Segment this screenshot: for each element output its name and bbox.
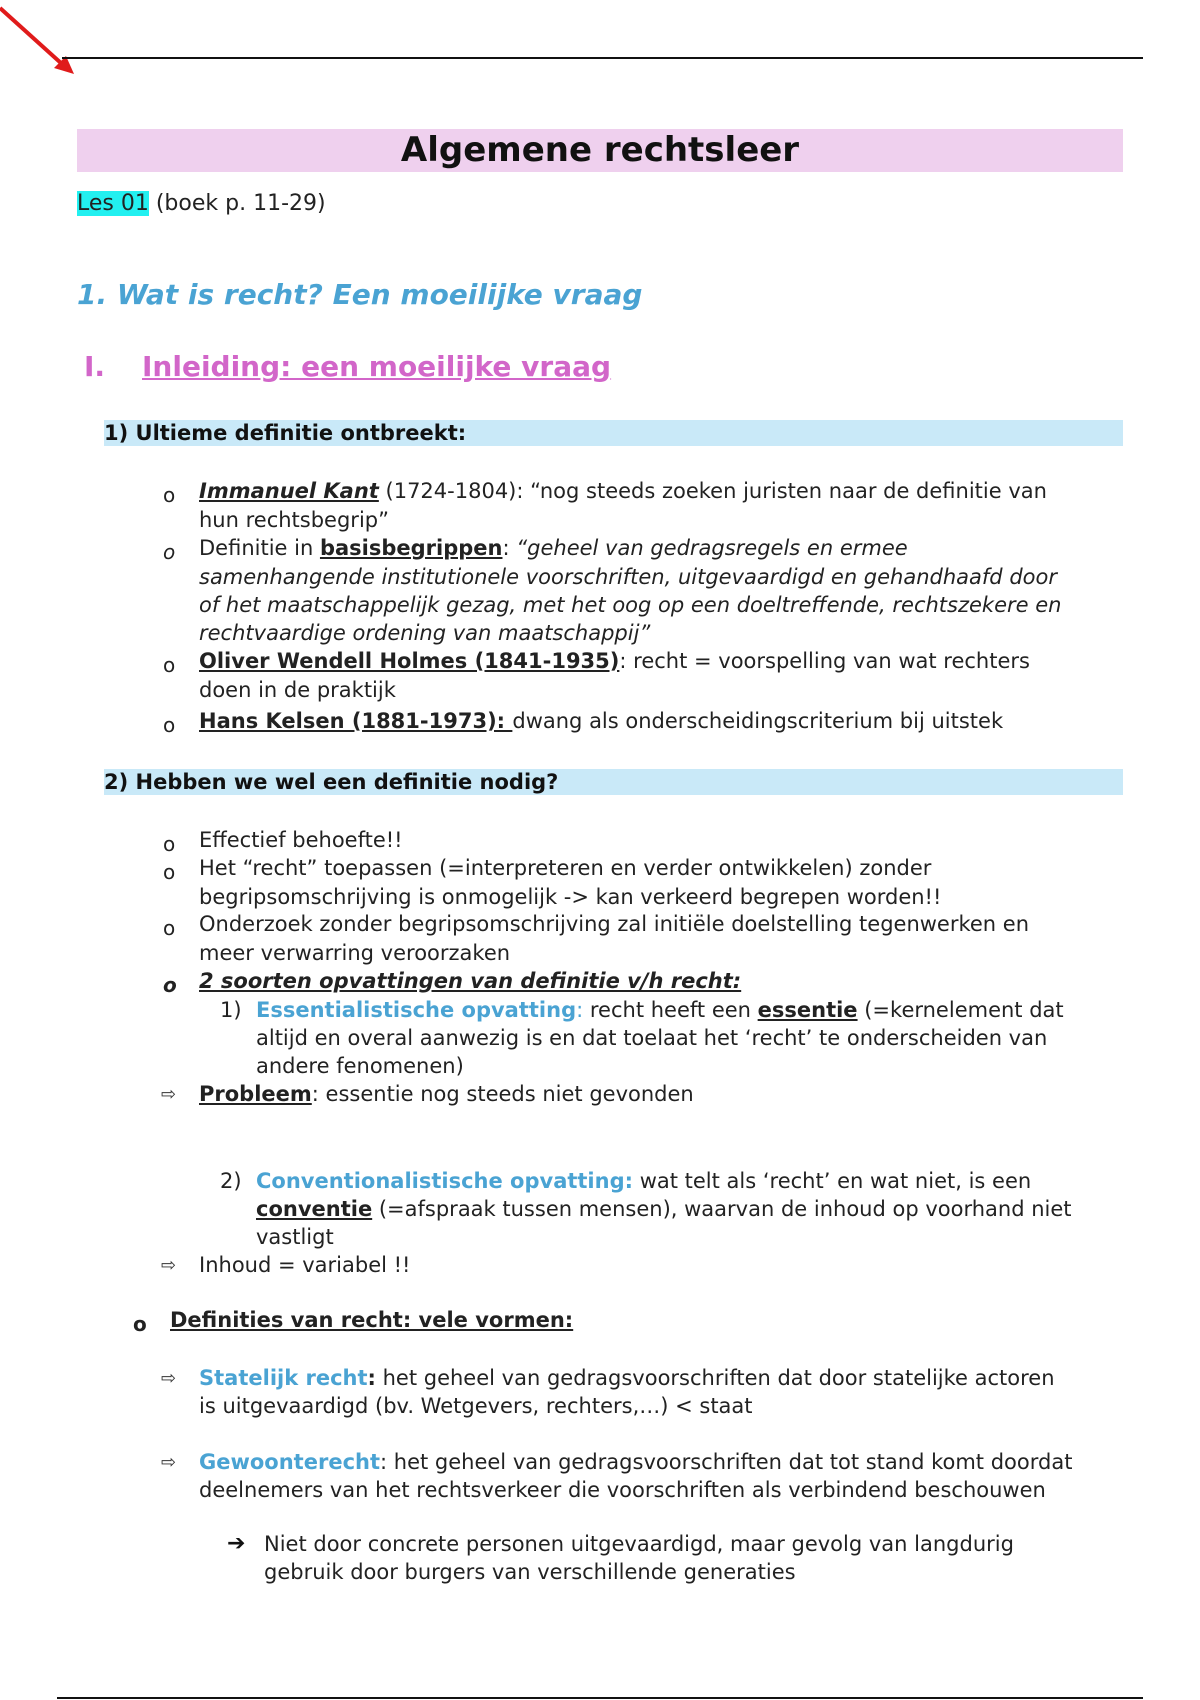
list-item-onderzoek: Onderzoek zonder begripsomschrijving zal initiële doelstelling tegenwerken en bbox=[199, 912, 1030, 936]
document-title: Algemene rechtsleer bbox=[77, 129, 1123, 172]
bullet-icon: o bbox=[163, 832, 176, 856]
section-number: I. bbox=[84, 350, 106, 383]
probleem-line: Probleem: essentie nog steeds niet gevonden bbox=[199, 1082, 694, 1106]
subheading-1: 1) Ultieme definitie ontbreekt: bbox=[104, 420, 1123, 446]
list-item-definitie: Definitie in basisbegrippen: “geheel van gedragsregels en ermee bbox=[199, 536, 908, 560]
header-rule bbox=[62, 57, 1143, 59]
list-item-holmes: Oliver Wendell Holmes (1841-1935): recht = voorspelling van wat rechters bbox=[199, 649, 1030, 673]
chapter-heading: 1. Wat is recht? Een moeilijke vraag bbox=[77, 278, 643, 311]
bullet-icon: o bbox=[163, 860, 176, 884]
enum-number: 1) bbox=[220, 998, 242, 1022]
statelijk-recht-cont: is uitgevaardigd (bv. Wetgevers, rechters,…) < staat bbox=[199, 1394, 753, 1418]
list-item-toepassen: Het “recht” toepassen (=interpreteren en verder ontwikkelen) zonder bbox=[199, 856, 932, 880]
conventionalistische-cont: conventie (=afspraak tussen mensen), waarvan de inhoud op voorhand niet bbox=[256, 1197, 1072, 1221]
inhoud-line: Inhoud = variabel !! bbox=[199, 1253, 411, 1277]
corner-arrow-icon bbox=[0, 0, 80, 80]
outline-arrow-icon: ⇨ bbox=[161, 1368, 177, 1389]
list-item-definitie-cont: rechtvaardige ordening van maatschappij” bbox=[199, 621, 651, 645]
essentialistische-cont: altijd en overal aanwezig is en dat toelaat het ‘recht’ te onderscheiden van bbox=[256, 1026, 1048, 1050]
list-item-definitie-cont: of het maatschappelijk gezag, met het oog op een doeltreffende, rechtszekere en bbox=[199, 593, 1062, 617]
list-item-behoefte: Effectief behoefte!! bbox=[199, 828, 403, 852]
conventionalistische-opvatting: Conventionalistische opvatting: wat telt als ‘recht’ en wat niet, is een bbox=[256, 1169, 1032, 1193]
gewoonterecht-note-cont: gebruik door burgers van verschillende generaties bbox=[264, 1560, 796, 1584]
section-title: Inleiding: een moeilijke vraag bbox=[142, 350, 612, 383]
statelijk-recht: Statelijk recht: het geheel van gedragsvoorschriften dat door statelijke actoren bbox=[199, 1366, 1055, 1390]
bullet-icon: o bbox=[163, 653, 176, 677]
section-heading bbox=[84, 350, 611, 383]
subheading-2: 2) Hebben we wel een definitie nodig? bbox=[104, 769, 1123, 795]
essentialistische-opvatting: Essentialistische opvatting: recht heeft een essentie (=kernelement dat bbox=[256, 998, 1064, 1022]
lesson-line bbox=[77, 188, 326, 220]
bullet-icon: o bbox=[163, 483, 176, 507]
list-item-kant-cont: hun rechtsbegrip” bbox=[199, 508, 389, 532]
bullet-icon: o bbox=[163, 973, 177, 997]
list-item-kant: Immanuel Kant (1724-1804): “nog steeds zoeken juristen naar de definitie van bbox=[199, 479, 1047, 503]
bullet-icon: o bbox=[163, 540, 176, 564]
list-item-definitie-cont: samenhangende institutionele voorschriften, uitgevaardigd en gehandhaafd door bbox=[199, 565, 1057, 589]
list-item-onderzoek-cont: meer verwarring veroorzaken bbox=[199, 941, 511, 965]
list-item-toepassen-cont: begripsomschrijving is onmogelijk -> kan verkeerd begrepen worden!! bbox=[199, 885, 942, 909]
outline-arrow-icon: ⇨ bbox=[161, 1452, 177, 1473]
list-item-soorten: 2 soorten opvattingen van definitie v/h recht: bbox=[199, 969, 742, 993]
outline-arrow-icon: ⇨ bbox=[161, 1255, 177, 1276]
bullet-icon: o bbox=[133, 1312, 147, 1336]
gewoonterecht-cont: deelnemers van het rechtsverkeer die voorschriften als verbindend beschouwen bbox=[199, 1478, 1046, 1502]
essentialistische-cont: andere fenomenen) bbox=[256, 1054, 464, 1078]
footer-rule bbox=[57, 1697, 1143, 1699]
list-item-kelsen: Hans Kelsen (1881-1973): dwang als onderscheidingscriterium bij uitstek bbox=[199, 709, 1004, 733]
lesson-tag: Les 01 bbox=[77, 191, 149, 216]
gewoonterecht: Gewoonterecht: het geheel van gedragsvoorschriften dat tot stand komt doordat bbox=[199, 1450, 1073, 1474]
solid-arrow-icon: ➔ bbox=[227, 1531, 246, 1556]
definities-heading: Definities van recht: vele vormen: bbox=[170, 1308, 574, 1332]
gewoonterecht-note: Niet door concrete personen uitgevaardigd, maar gevolg van langdurig bbox=[264, 1532, 1014, 1556]
outline-arrow-icon: ⇨ bbox=[161, 1084, 177, 1105]
bullet-icon: o bbox=[163, 713, 176, 737]
lesson-pages: (boek p. 11-29) bbox=[148, 191, 326, 216]
bullet-icon: o bbox=[163, 916, 176, 940]
list-item-holmes-cont: doen in de praktijk bbox=[199, 678, 396, 702]
conventionalistische-cont: vastligt bbox=[256, 1225, 334, 1249]
enum-number: 2) bbox=[220, 1169, 242, 1193]
